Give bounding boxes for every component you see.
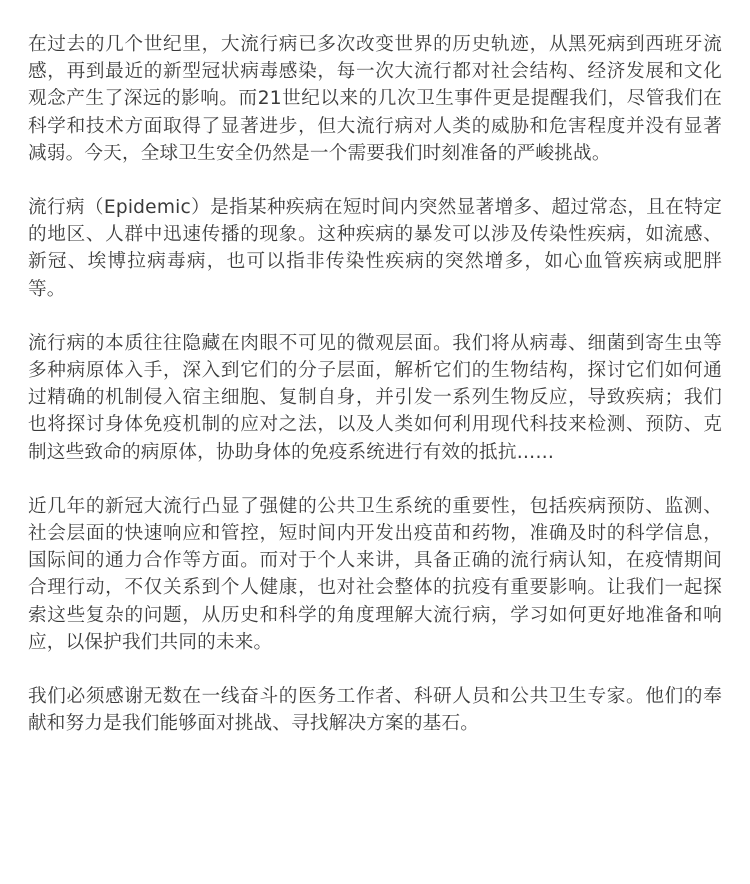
paragraph-definition: 流行病（Epidemic）是指某种疾病在短时间内突然显著增多、超过常态，且在特定的地区、人群中迅速传播的现象。这种疾病的暴发可以涉及传染性疾病，如流感、新冠、埃博拉病毒病，也可以指非传染性疾病的突然增多，如心血管疾病或肥胖等。	[28, 197, 722, 300]
paragraph-pathogens: 流行病的本质往往隐藏在肉眼不可见的微观层面。我们将从病毒、细菌到寄生虫等多种病原体入手，深入到它们的分子层面，解析它们的生物结构，探讨它们如何通过精确的机制侵入宿主细胞、复制自身，并引发一系列生物反应，导致疾病；我们也将探讨身体免疫机制的应对之法，以及人类如何利用现代科技来检测、预防、克制这些致命的病原体，协助身体的免疫系统进行有效的抵抗……	[28, 332, 722, 463]
paragraph-public-health: 近几年的新冠大流行凸显了强健的公共卫生系统的重要性，包括疾病预防、监测、社会层面的快速响应和管控，短时间内开发出疫苗和药物，准确及时的科学信息，国际间的通力合作等方面。而对于个人来讲，具备正确的流行病认知，在疫情期间合理行动，不仅关系到个人健康，也对社会整体的抗疫有重要影响。让我们一起探索这些复杂的问题，从历史和科学的角度理解大流行病，学习如何更好地准备和响应，以保护我们共同的未来。	[28, 495, 722, 653]
paragraph-thanks: 我们必须感谢无数在一线奋斗的医务工作者、科研人员和公共卫生专家。他们的奉献和努力是我们能够面对挑战、寻找解决方案的基石。	[28, 686, 722, 735]
article-body	[28, 31, 722, 737]
paragraph-history: 在过去的几个世纪里，大流行病已多次改变世界的历史轨迹，从黑死病到西班牙流感，再到最近的新型冠状病毒感染，每一次大流行都对社会结构、经济发展和文化观念产生了深远的影响。而21世纪以来的几次卫生事件更是提醒我们，尽管我们在科学和技术方面取得了显著进步，但大流行病对人类的威胁和危害程度并没有显著减弱。今天，全球卫生安全仍然是一个需要我们时刻准备的严峻挑战。	[28, 34, 722, 164]
